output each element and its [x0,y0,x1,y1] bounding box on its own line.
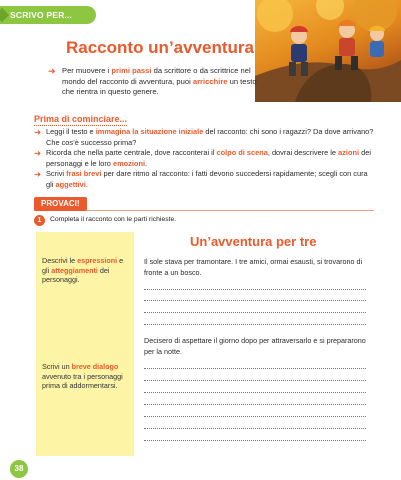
task-number: 1 [34,215,45,226]
writing-line[interactable] [144,368,366,369]
arrow-icon: ➜ [34,148,42,159]
item-text: , dovrai descrivere le [267,148,339,158]
page-title: Racconto un’avventura [66,38,254,57]
hint-text: e gli [42,256,124,275]
hint-expressions [42,256,132,285]
writing-line[interactable] [144,300,366,301]
item-highlight: azioni [338,148,360,158]
writing-line[interactable] [144,428,366,429]
intro-text-part: da scrittore o da scrittrice nel mondo del racconto di avventura, puoi [62,66,251,86]
intro-highlight: arricchire [192,76,228,86]
divider [34,210,374,211]
hint-text: avvenuto tra i personaggi prima di addormentarsi. [42,371,123,391]
writing-line[interactable] [144,289,366,290]
item-text: . [145,158,148,168]
writing-line[interactable] [144,380,366,381]
photo-illustration [255,0,401,102]
writing-line[interactable] [144,416,366,417]
task-instruction: Completa il racconto con le parti richieste. [50,216,177,223]
list-item [34,148,374,169]
story-paragraph-2: Decisero di aspettare il giorno dopo per attraversarlo e si prepararono per la notte. [144,336,366,356]
list-item [34,169,374,190]
item-text: Ricorda che nella parte centrale, dove racconterai il [46,148,217,158]
writing-line[interactable] [144,324,366,325]
hint-text: Scrivi un [42,362,72,371]
instructions-list [34,127,374,191]
list-item [34,127,374,148]
diamond-icon [0,8,9,22]
item-highlight: aggettivi [55,179,86,189]
item-text: . [85,179,88,189]
writing-line[interactable] [144,392,366,393]
intro-text-part: un testo che rientra in questo genere. [62,76,257,96]
arrow-icon: ➜ [34,169,42,180]
item-text: del racconto: chi sono i ragazzi? Da dove arrivano? Che cos’è successo prima? [46,127,374,147]
hint-dialogue [42,362,132,391]
item-text: per dare ritmo al racconto: i fatti devono succedersi rapidamente; scegli con cura gli [46,169,368,189]
hint-highlight: espressioni [77,256,118,265]
hint-text: dei personaggi. [42,265,110,285]
story-title: Un’avventura per tre [190,234,317,249]
writing-line[interactable] [144,404,366,405]
section-tab [0,6,96,24]
item-text: Leggi il testo e [46,127,96,136]
section-tab-label: SCRIVO PER... [10,10,73,20]
intro-text [48,66,262,98]
provaci-badge: PROVACI! [34,197,87,211]
hint-text: Descrivi le [42,256,78,265]
arrow-icon: ➜ [34,127,42,137]
item-highlight: frasi brevi [66,169,102,179]
intro-highlight: primi passi [111,66,152,75]
page-number: 38 [10,460,28,478]
prima-di-cominciare-heading: Prima di cominciare... [34,114,128,124]
kids-autumn-photo [255,0,401,102]
item-text: Scrivi [46,169,67,179]
intro-text-part: Per muovere i [62,66,112,75]
story-paragraph-1: Il sole stava per tramontare. I tre amici, ormai esausti, si trovarono di fronte a un bosco. [144,257,363,277]
item-text: dei personaggi e le loro [46,148,371,168]
writing-line[interactable] [144,312,366,313]
hint-highlight: breve dialogo [71,362,119,371]
writing-line[interactable] [144,440,366,441]
item-highlight: emozioni [112,158,146,168]
hint-highlight: atteggiamenti [51,265,98,275]
item-highlight: colpo di scena [216,148,268,158]
item-highlight: immagina la situazione iniziale [95,127,204,136]
arrow-icon: ➜ [48,66,56,76]
